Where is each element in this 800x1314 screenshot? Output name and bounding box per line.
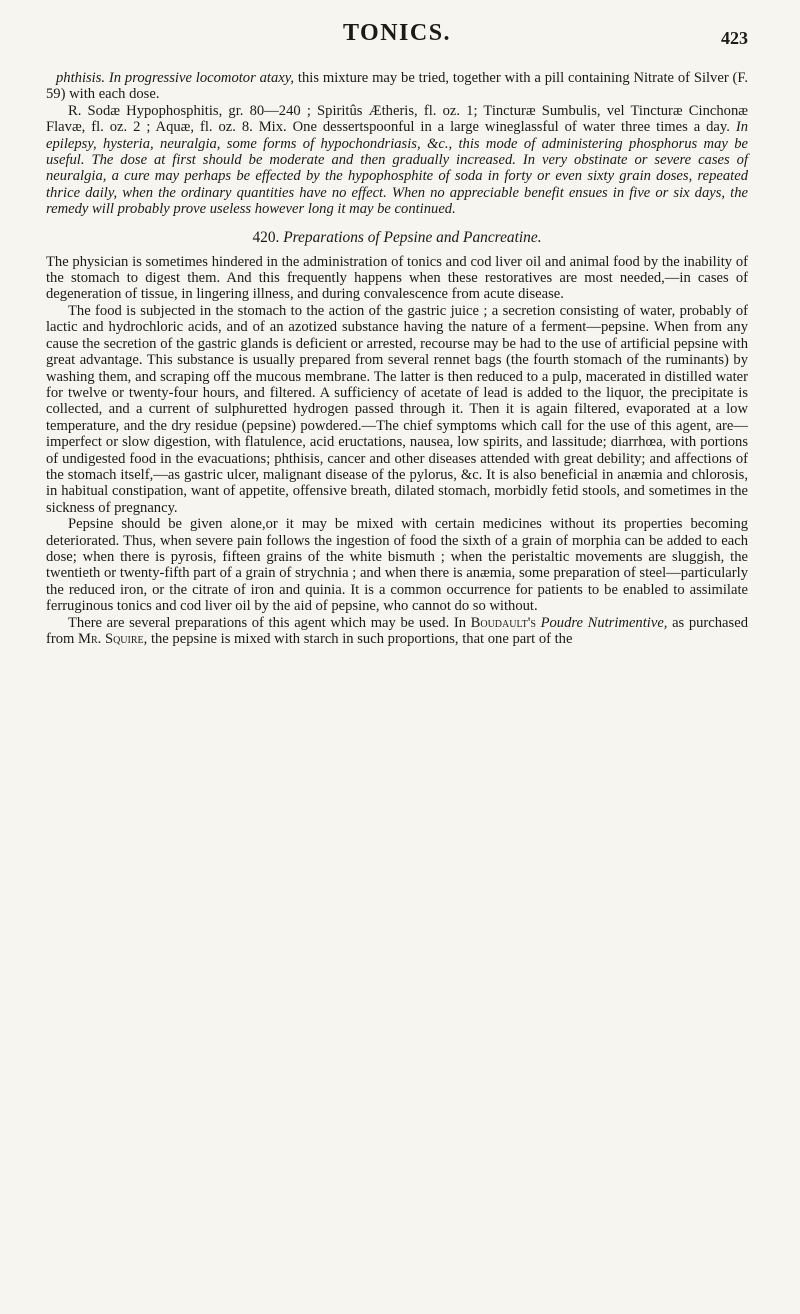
intro-paragraph	[46, 70, 748, 103]
prescription-paragraph	[46, 103, 748, 218]
body-paragraph-3: Pepsine should be given alone,or it may be mixed with certain medicines without its properties becoming deteriorated. Thus, when severe pain follows the ingestion of food the sixth of a grain of morphia can be added to each dose; when there is pyrosis, fifteen grains of the white bismuth ; when the peristaltic movements are sluggish, the twentieth or twenty-fifth part of a grain of strychnia ; and when there is anæmia, some preparation of steel—particularly the reduced iron, or the citrate of iron and quinia. It is a common occurrence for patients to be enabled to assimilate ferruginous tonics and cod liver oil by the aid of pepsine, who cannot do so without.	[46, 516, 748, 615]
last-before: There are several preparations of this agent which may be used. In	[68, 614, 471, 631]
section-heading	[46, 229, 748, 247]
intro-lead: phthisis. In progressive locomotor ataxy,	[56, 70, 295, 86]
intro-rest: this mixture may be tried, together with a pill containing Nitrate of Silver (F. 59) with each dose.	[46, 70, 748, 103]
last-name: Boudault's	[470, 614, 536, 631]
last-product: Poudre Nutrimentive,	[535, 614, 668, 631]
last-after: the pepsine is mixed with starch in such proportions, that one part of the	[147, 631, 573, 647]
last-middle: as purchased from	[46, 614, 748, 647]
running-head	[46, 14, 748, 54]
page-body	[46, 70, 748, 647]
section-number: 420.	[252, 228, 280, 246]
body-paragraph-4	[46, 615, 748, 648]
page-title: TONICS.	[342, 20, 452, 46]
body-paragraph-1: The physician is sometimes hindered in the administration of tonics and cod liver oil and animal food by the inability of the stomach to digest them. And this frequently happens when these restoratives are most needed,—in cases of degeneration of tissue, in lingering illness, and during convalescence from acute disease.	[46, 253, 748, 303]
prescription-note: In epilepsy, hysteria, neuralgia, some forms of hypochondriasis, &c., this mode of administering phosphorus may be useful. The dose at first should be moderate and then gradually increased. In very obstinate or severe cases of neuralgia, a cure may perhaps be effected by the hypophosphite of soda in forty or even sixty grain doses, repeated thrice daily, when the ordinary quantities have no effect. When no appreciable benefit ensues in five or six days, the remedy will probably prove useless however long it may be continued.	[46, 119, 748, 218]
body-paragraph-2: The food is subjected in the stomach to the action of the gastric juice ; a secretion consisting of water, probably of lactic and hydrochloric acids, and of an azotized substance having the nature of a ferment—pepsine. When from any cause the secretion of the gastric glands is deficient or arrested, recourse may be had to the use of artificial pepsine with great advantage. This substance is usually prepared from several rennet bags (the fourth stomach of the ruminants) by washing them, and scraping off the mucous membrane. The latter is then reduced to a pulp, macerated in distilled water for twelve or twenty-four hours, and filtered. A sufficiency of acetate of lead is added to the liquor, the precipitate is collected, and a current of sulphuretted hydrogen passed through it. Then it is again filtered, evaporated at a low temperature, and the dry residue (pepsine) powdered.—The chief symptoms which call for the use of this agent, are—imperfect or slow digestion, with flatulence, acid eructations, nausea, low spirits, and lassitude; diarrhœa, with portions of undigested food in the evacuations; phthisis, cancer and other diseases attended with great debility; and affections of the stomach itself,—as gastric ulcer, malignant disease of the pylorus, &c. It is also beneficial in anæmia and chlorosis, in habitual constipation, want of appetite, offensive breath, dilated stomach, morbidly fetid stools, and sometimes in the sickness of pregnancy.	[46, 302, 748, 516]
section-title-text: Preparations of Pepsine and Pancreatine.	[283, 228, 542, 246]
page-number: 423	[721, 28, 748, 48]
last-seller: Mr. Squire,	[78, 631, 148, 647]
prescription-text: R. Sodæ Hypophosphitis, gr. 80—240 ; Spiritûs Ætheris, fl. oz. 1; Tincturæ Sumbulis, vel Tincturæ Cinchonæ Flavæ, fl. oz. 2 ; Aquæ, fl. oz. 8. Mix. One dessertspoonful in a large wineglassful of water three times a day.	[46, 102, 748, 136]
